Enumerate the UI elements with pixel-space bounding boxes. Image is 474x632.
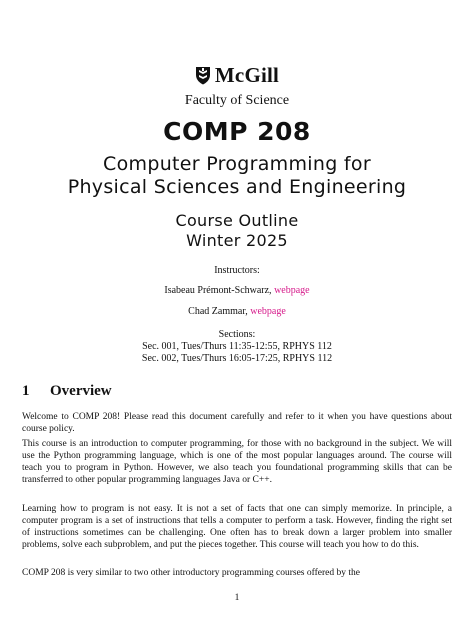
- section-number: 1: [22, 383, 30, 399]
- course-title: [0, 153, 474, 199]
- paragraph: COMP 208 is very similar to two other introductory programming courses offered by the: [22, 568, 360, 578]
- instructor-row: [0, 285, 474, 297]
- instructor-name: Chad Zammar,: [188, 306, 248, 317]
- section-line: Sec. 001, Tues/Thurs 11:35-12:55, RPHYS 112: [142, 341, 332, 352]
- outline-heading: [0, 211, 474, 251]
- course-code: COMP 208: [163, 117, 311, 146]
- outline-line2: Winter 2025: [186, 231, 288, 250]
- faculty-name: Faculty of Science: [184, 93, 290, 108]
- instructor-row: [0, 306, 474, 318]
- instructor-webpage-link[interactable]: webpage: [250, 306, 286, 317]
- mcgill-crest-icon: [195, 66, 211, 85]
- instructor-name: Isabeau Prémont-Schwarz,: [164, 285, 272, 296]
- section-line: Sec. 002, Tues/Thurs 16:05-17:25, RPHYS 112: [141, 353, 333, 364]
- section-title: Overview: [50, 383, 112, 399]
- paragraph: Welcome to COMP 208! Please read this document carefully and refer to it when you have questions about course policy.: [22, 412, 452, 434]
- page-number: 1: [234, 593, 240, 603]
- outline-line1: Course Outline: [175, 211, 299, 230]
- course-title-line2: Physical Sciences and Engineering: [67, 176, 407, 198]
- course-title-line1: Computer Programming for: [103, 153, 371, 175]
- instructors-heading: Instructors:: [214, 265, 260, 276]
- instructor-webpage-link[interactable]: webpage: [274, 285, 310, 296]
- section-heading-overview: [22, 383, 112, 400]
- mcgill-logo: [0, 63, 474, 90]
- paragraph: Learning how to program is not easy. It is not a set of facts that one can simply memorize. In principle, a computer program is a set of instructions that tells a computer to perform a task. However, finding the right set of instructions sometimes can be challenging. One often has to break down a larger problem into smaller problems, solve each subproblem, and put the pieces together. This course will teach you how to do this.: [22, 504, 452, 550]
- sections-heading: Sections:: [218, 329, 256, 340]
- paragraph: This course is an introduction to computer programming, for those with no background in the subject. We will use the Python programming language, which is one of the most popular languages around. The course will teach you to program in Python. However, we also teach you foundational programming skills that can be transferred to other popular programming languages Java or C++.: [22, 439, 452, 485]
- logo-text: McGill: [214, 63, 280, 87]
